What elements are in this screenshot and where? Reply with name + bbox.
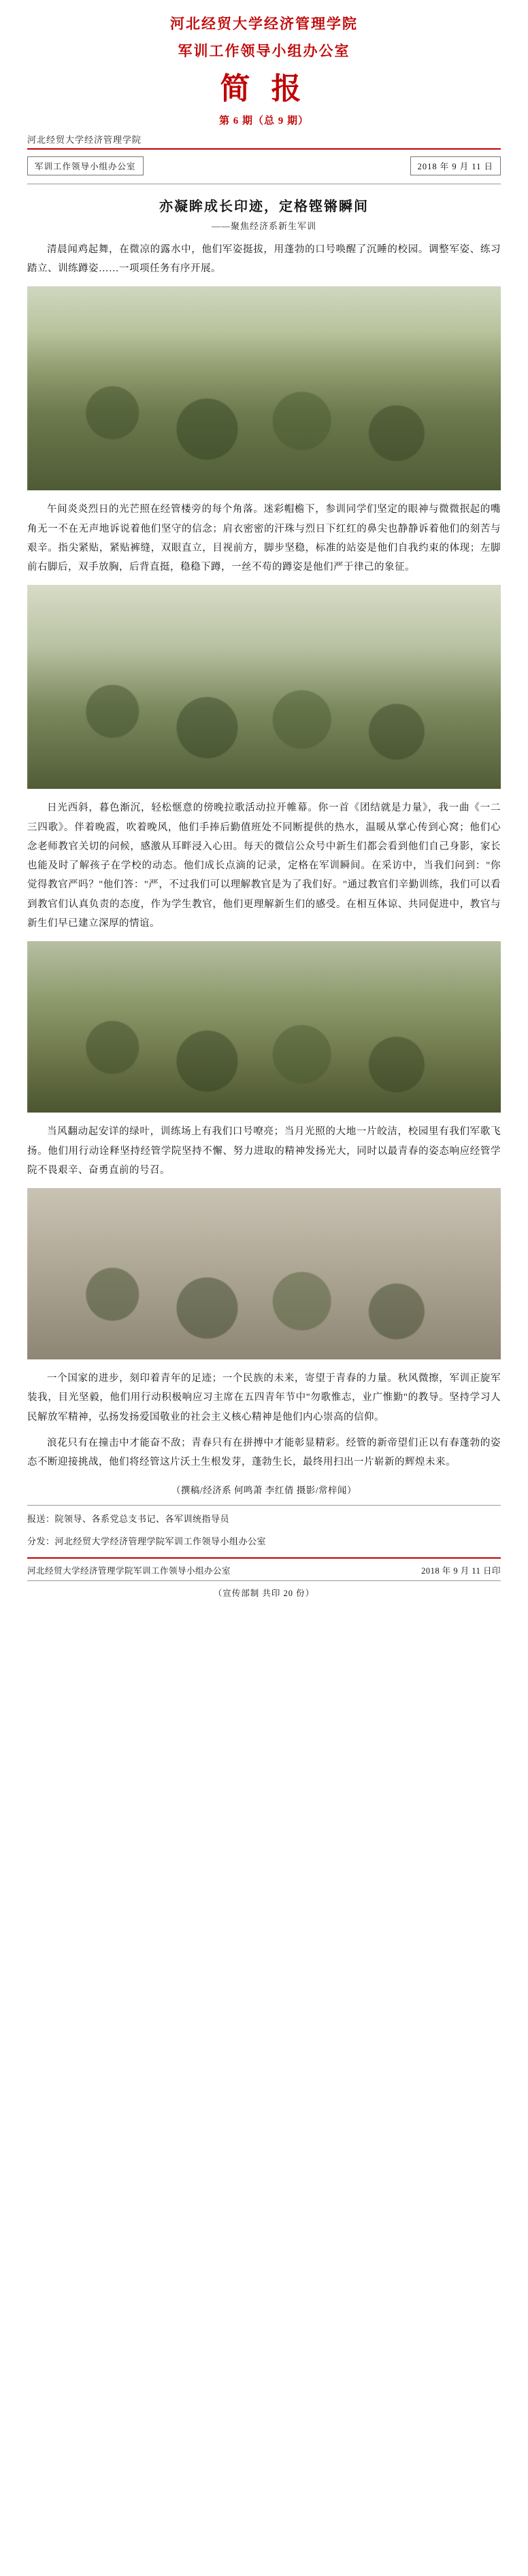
article-paragraph: 午间炎炎烈日的光芒照在经管楼旁的每个角落。迷彩帽檐下，参训同学们坚定的眼神与微微抿起的嘴角无一不在无声地诉说着他们坚守的信念；肩衣密密的汗珠与烈日下红红的鼻尖也静静诉着他们的刻苦与艰辛。指尖紧贴，紧贴裤缝，双眼直立，目视前方，脚步坚稳，标准的站姿是他们自我约束的体现；左脚前右脚后，双手放胸，后背直挺，稳稳下蹲，一丝不苟的蹲姿是他们严于律己的象征。: [27, 504, 501, 573]
distribution-report-label: 报送：: [27, 1514, 55, 1525]
footer-left: 河北经贸大学经济管理学院军训工作领导小组办公室: [27, 1565, 231, 1576]
distribution-dispatch-label: 分发：: [27, 1536, 55, 1547]
meta-date: 2018 年 9 月 11 日: [410, 156, 501, 175]
article-paragraph: 一个国家的进步，刻印着青年的足迹；一个民族的未来，寄望于青春的力量。秋风微擦，军训正旋军装我，目光坚毅，他们用行动积极响应习主席在五四青年节中"勿歌惟志，业广惟勤"的教导。坚持学习人民解放军精神，弘扬发扬爱国敬业的社会主义核心精神是他们内心崇高的信仰。: [27, 1373, 501, 1423]
distribution-dispatch: [27, 1533, 501, 1550]
distribution-dispatch-value: 河北经贸大学经济管理学院军训工作领导小组办公室: [54, 1536, 267, 1547]
footer-row: [27, 1564, 501, 1576]
distribution-divider: [27, 1505, 501, 1506]
article-title: 亦凝眸成长印迹，定格铿锵瞬间: [159, 199, 369, 214]
signature-line: （撰稿/经济系 何鸣萧 李红倩 摄影/常梓闻）: [171, 1485, 357, 1496]
masthead-red-rule: [27, 148, 501, 150]
article-subtitle: ——聚焦经济系新生军训: [211, 220, 316, 231]
masthead-title: 简 报: [220, 71, 308, 105]
figure-students-profile: [27, 585, 501, 789]
masthead-issue: 第 6 期（总 9 期）: [218, 115, 309, 126]
footer-print-note: （宣传部制 共印 20 份）: [213, 1588, 315, 1598]
footer-divider: [27, 1580, 501, 1581]
masthead-line-2: 军训工作领导小组办公室: [178, 42, 350, 59]
masthead: [0, 0, 528, 127]
meta-department: 军训工作领导小组办公室: [27, 156, 144, 175]
figure-instructor-helping: [27, 941, 501, 1113]
figure-formation-training: [27, 286, 501, 490]
distribution-report: [27, 1511, 501, 1528]
article-paragraph: 日光西斜，暮色渐沉，轻松惬意的傍晚拉歌活动拉开帷幕。你一首《团结就是力量》，我一曲《一二三四歌》。伴着晚霞，吹着晚风，他们手捧后勤值班处不同断提供的热水，温暖从掌心传到心窝；他们心念老师教官关切的问候，感激从耳畔浸入心田。每天的微信公众号中新生们都会看到他们自己身影，家长也能及时了解孩子在学校的动态。他们成长点滴的记录，定格在军训瞬间。在采访中，当我们问到："你觉得教官严吗？"他们答："严，不过我们可以理解教官是为了我们好。"通过教官们辛勤训练，我们可以看到教官们认真负责的态度，作为学生教官，他们更理解新生们的感受。在相互体谅、共同促进中，教官与新生们早已建立深厚的情谊。: [27, 802, 501, 929]
footer-right: 2018 年 9 月 11 日印: [421, 1565, 501, 1576]
article-paragraph: 当风翻动起安详的绿叶，训练场上有我们口号嘹亮；当月光照的大地一片皎洁，校园里有我们军歌飞扬。他们用行动诠释坚持经管学院坚持不懈、努力进取的精神发扬光大，同时以最青春的姿态响应经管学院不畏艰辛、奋勇直前的号召。: [27, 1126, 501, 1176]
article-paragraph: 浪花只有在撞击中才能奋不敌；青春只有在拼搏中才能彰显精彩。经管的新帝望们正以有春蓬勃的姿态不断迎接挑战，他们将经管这片沃土生根发芽，蓬勃生长，最终用扫出一片崭新的辉煌未来。: [27, 1437, 501, 1468]
photo-students-profile: [27, 585, 501, 789]
photo-instructor-helping: [27, 941, 501, 1113]
footer-red-rule: [27, 1557, 501, 1559]
org-line: 河北经贸大学经济管理学院: [27, 134, 142, 145]
masthead-line-1: 河北经贸大学经济管理学院: [170, 16, 358, 32]
photo-water-supply: [27, 1188, 501, 1359]
distribution-report-value: 院领导、各系党总支书记、各军训统指导员: [54, 1514, 230, 1525]
figure-water-supply: [27, 1188, 501, 1359]
photo-formation-training: [27, 286, 501, 490]
meta-row: [27, 156, 501, 175]
article-paragraph: 清晨闻鸡起舞，在微凉的露水中，他们军姿挺拔，用蓬勃的口号唤醒了沉睡的校园。调整军姿、练习踏立、训练蹲姿……一项项任务有序开展。: [27, 243, 501, 275]
